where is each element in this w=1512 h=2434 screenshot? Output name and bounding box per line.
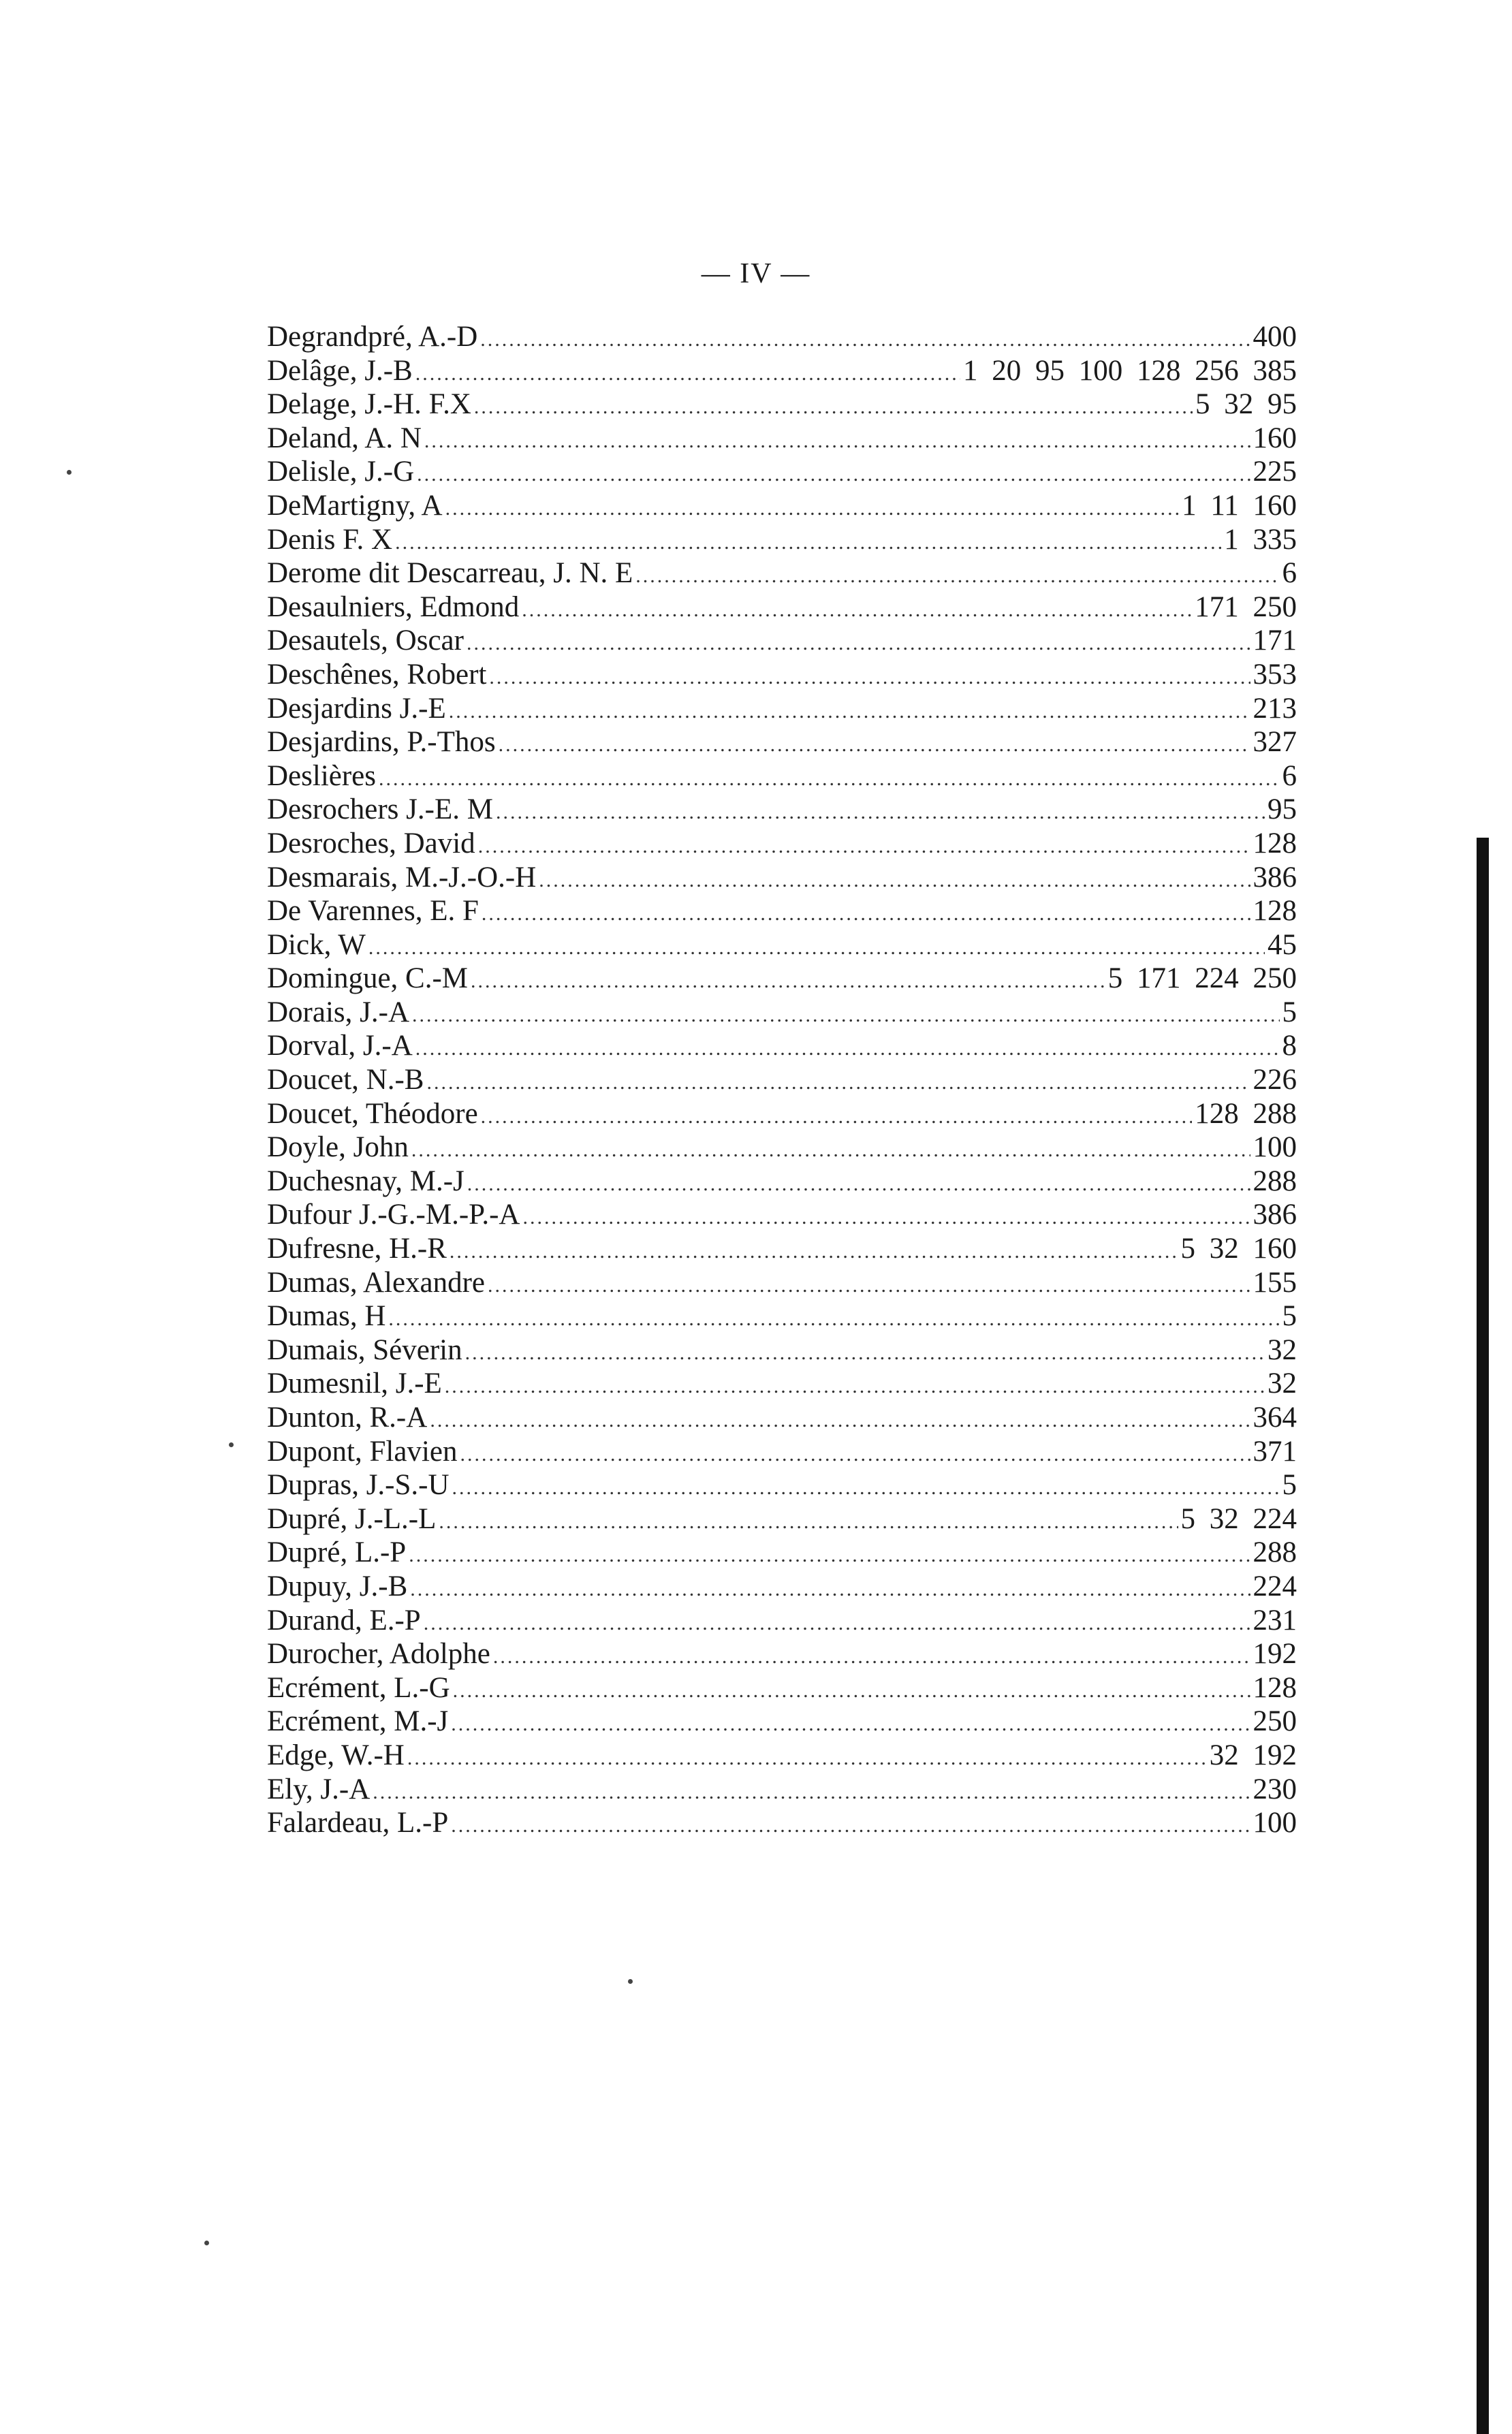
index-entry: [267, 1502, 1297, 1536]
entry-pages: 231: [1253, 1604, 1297, 1637]
entry-name: Degrandpré, A.-D: [267, 321, 478, 353]
index-entry: [267, 354, 1297, 388]
index-entry: [267, 1165, 1297, 1199]
scan-speck: [229, 1442, 234, 1447]
entry-pages: 5 32 160: [1180, 1233, 1297, 1265]
dot-leader: [417, 458, 1250, 492]
index-entry: [267, 489, 1297, 523]
dot-leader: [489, 661, 1250, 695]
dot-leader: [415, 357, 960, 391]
dot-leader: [415, 1032, 1280, 1066]
entry-pages: 288: [1253, 1165, 1297, 1197]
entry-pages: 224: [1253, 1570, 1297, 1602]
dot-leader: [452, 1471, 1280, 1505]
entry-pages: 400: [1253, 321, 1297, 353]
entry-pages: 171: [1253, 625, 1297, 657]
dot-leader: [474, 390, 1193, 424]
entry-pages: 5 32 95: [1195, 388, 1297, 421]
dot-leader: [471, 964, 1105, 998]
dot-leader: [453, 1674, 1250, 1708]
index-entry: [267, 1198, 1297, 1232]
entry-pages: 230: [1253, 1773, 1297, 1805]
dot-leader: [412, 998, 1280, 1032]
index-entry: [267, 1063, 1297, 1097]
entry-pages: 371: [1253, 1435, 1297, 1468]
entry-name: Dupré, J.-L.-L: [267, 1502, 437, 1535]
dot-leader: [488, 1269, 1250, 1303]
entry-pages: 6: [1282, 557, 1297, 590]
entry-name: Desjardins, P.-Thos: [267, 726, 496, 759]
entry-pages: 226: [1253, 1064, 1297, 1096]
index-entry: [267, 962, 1297, 996]
entry-name: Dufour J.-G.-M.-P.-A: [267, 1199, 520, 1231]
entry-name: De Varennes, E. F: [267, 895, 479, 928]
entry-name: Deslières: [267, 759, 376, 792]
entry-name: Desjardins J.-E: [267, 692, 446, 725]
dot-leader: [424, 1607, 1250, 1641]
dot-leader: [460, 1438, 1250, 1472]
dot-leader: [379, 762, 1280, 796]
entry-name: Dumas, H: [267, 1300, 386, 1333]
index-entry: [267, 1266, 1297, 1300]
entry-name: Denis F. X: [267, 523, 393, 556]
entry-pages: 213: [1253, 692, 1297, 725]
dot-leader: [439, 1505, 1178, 1539]
index-entry: [267, 759, 1297, 793]
entry-name: Dumas, Alexandre: [267, 1266, 486, 1299]
entry-name: Dumais, Séverin: [267, 1333, 462, 1366]
entry-pages: 5: [1282, 996, 1297, 1028]
index-entry: [267, 861, 1297, 895]
entry-pages: 225: [1253, 456, 1297, 488]
entry-pages: 128: [1253, 895, 1297, 928]
dot-leader: [478, 829, 1250, 864]
index-entry: [267, 1435, 1297, 1469]
entry-pages: 250: [1253, 1705, 1297, 1738]
entry-pages: 160: [1253, 422, 1297, 454]
index-entry: [267, 1773, 1297, 1807]
dot-leader: [635, 559, 1279, 593]
index-entry: [267, 1232, 1297, 1266]
entry-name: Falardeau, L.-P: [267, 1807, 449, 1839]
dot-leader: [445, 1370, 1265, 1404]
entry-pages: 128: [1253, 827, 1297, 859]
dot-leader: [480, 323, 1250, 357]
entry-pages: 1 335: [1224, 523, 1297, 556]
entry-pages: 100: [1253, 1131, 1297, 1164]
entry-pages: 364: [1253, 1402, 1297, 1434]
entry-pages: 386: [1253, 1199, 1297, 1231]
entry-pages: 128 288: [1195, 1097, 1297, 1130]
index-entry: [267, 1097, 1297, 1131]
entry-name: Ecrément, M.-J: [267, 1705, 449, 1738]
index-entry: [267, 590, 1297, 625]
index-entry: [267, 1705, 1297, 1739]
entry-name: Desmarais, M.-J.-O.-H: [267, 861, 537, 894]
index-entry: [267, 320, 1297, 354]
entry-pages: 386: [1253, 861, 1297, 894]
page-header: — IV —: [701, 258, 811, 289]
scan-edge-bar: [1477, 838, 1489, 2434]
dot-leader: [482, 897, 1250, 931]
index-entry: [267, 455, 1297, 489]
scan-speck: [628, 1979, 633, 1984]
entry-pages: 128: [1253, 1671, 1297, 1704]
dot-leader: [451, 1707, 1250, 1741]
dot-leader: [449, 695, 1250, 729]
index-entry: [267, 1604, 1297, 1638]
entry-name: Deland, A. N: [267, 422, 422, 454]
index-entry: [267, 422, 1297, 456]
entry-pages: 45: [1267, 928, 1297, 961]
entry-name: Dunton, R.-A: [267, 1402, 428, 1434]
index-entry: [267, 1739, 1297, 1773]
index-entry: [267, 1333, 1297, 1368]
index-entry: [267, 556, 1297, 590]
dot-leader: [539, 864, 1250, 898]
index-entry: [267, 894, 1297, 928]
entry-name: Desautels, Oscar: [267, 625, 464, 657]
index-entry: [267, 1299, 1297, 1333]
entry-name: Dick, W: [267, 928, 366, 961]
dot-leader: [481, 1100, 1193, 1134]
entry-pages: 32: [1267, 1368, 1297, 1400]
index-entry: [267, 725, 1297, 759]
index-entry: [267, 1029, 1297, 1063]
index-entry: [267, 1401, 1297, 1435]
entry-name: Durocher, Adolphe: [267, 1638, 490, 1671]
entry-pages: 5 171 224 250: [1107, 962, 1297, 995]
dot-leader: [426, 1066, 1250, 1100]
entry-name: Desrochers J.-E. M: [267, 793, 493, 826]
scan-speck: [204, 2241, 209, 2245]
entry-pages: 32 192: [1209, 1739, 1297, 1771]
entry-name: Deschênes, Robert: [267, 658, 487, 691]
index-entry: [267, 1367, 1297, 1401]
index-entry: [267, 928, 1297, 962]
index-entry: [267, 1637, 1297, 1671]
index-entry: [267, 658, 1297, 692]
entry-name: Dorais, J.-A: [267, 996, 409, 1028]
index-entry: [267, 996, 1297, 1030]
entry-pages: 155: [1253, 1266, 1297, 1299]
dot-leader: [368, 931, 1265, 965]
entry-name: Doucet, Théodore: [267, 1097, 478, 1130]
index-entry: [267, 692, 1297, 726]
dot-leader: [373, 1775, 1250, 1809]
entry-name: Ely, J.-A: [267, 1773, 371, 1805]
dot-leader: [451, 1809, 1250, 1843]
entry-name: Doucet, N.-B: [267, 1064, 424, 1096]
entry-pages: 100: [1253, 1807, 1297, 1839]
index-entry: [267, 1806, 1297, 1840]
entry-name: Dorval, J.-A: [267, 1030, 413, 1062]
dot-leader: [493, 1640, 1250, 1674]
index-list: [267, 320, 1297, 1840]
entry-name: Ecrément, L.-G: [267, 1671, 450, 1704]
dot-leader: [522, 593, 1192, 627]
entry-name: Dupont, Flavien: [267, 1435, 458, 1468]
entry-pages: 8: [1282, 1030, 1297, 1062]
entry-name: Dupras, J.-S.-U: [267, 1469, 450, 1502]
entry-pages: 5: [1282, 1469, 1297, 1502]
index-entry: [267, 827, 1297, 861]
entry-pages: 32: [1267, 1333, 1297, 1366]
entry-pages: 1 11 160: [1182, 489, 1297, 522]
dot-leader: [411, 1133, 1250, 1167]
entry-name: Delâge, J.-B: [267, 354, 413, 387]
entry-name: Dupré, L.-P: [267, 1536, 407, 1569]
index-entry: [267, 1468, 1297, 1502]
entry-name: DeMartigny, A: [267, 489, 443, 522]
entry-pages: 5: [1282, 1300, 1297, 1333]
dot-leader: [499, 728, 1250, 762]
dot-leader: [424, 424, 1250, 458]
dot-leader: [388, 1302, 1279, 1336]
index-entry: [267, 1131, 1297, 1165]
index-entry: [267, 624, 1297, 658]
dot-leader: [467, 627, 1250, 661]
index-entry: [267, 1570, 1297, 1604]
dot-leader: [450, 1235, 1178, 1269]
entry-pages: 5 32 224: [1180, 1502, 1297, 1535]
index-entry: [267, 1536, 1297, 1570]
entry-name: Domingue, C.-M: [267, 962, 469, 995]
index-entry: [267, 793, 1297, 827]
dot-leader: [522, 1201, 1250, 1235]
index-entry: [267, 523, 1297, 557]
entry-name: Doyle, John: [267, 1131, 409, 1164]
entry-name: Desroches, David: [267, 827, 475, 859]
entry-name: Desaulniers, Edmond: [267, 590, 520, 623]
entry-pages: 192: [1253, 1638, 1297, 1671]
dot-leader: [445, 492, 1180, 526]
entry-name: Dufresne, H.-R: [267, 1233, 447, 1265]
entry-name: Delage, J.-H. F.X: [267, 388, 471, 421]
entry-pages: 327: [1253, 726, 1297, 759]
dot-leader: [465, 1336, 1265, 1370]
entry-pages: 95: [1267, 793, 1297, 826]
dot-leader: [395, 526, 1221, 560]
dot-leader: [407, 1741, 1207, 1775]
entry-name: Delisle, J.-G: [267, 456, 415, 488]
scan-speck: [67, 470, 72, 475]
entry-pages: 171 250: [1195, 590, 1297, 623]
entry-pages: 288: [1253, 1536, 1297, 1569]
dot-leader: [410, 1572, 1250, 1607]
entry-name: Edge, W.-H: [267, 1739, 405, 1771]
entry-name: Durand, E.-P: [267, 1604, 421, 1637]
index-entry: [267, 1671, 1297, 1705]
entry-pages: 1 20 95 100 128 256 385: [963, 354, 1297, 387]
dot-leader: [430, 1404, 1250, 1438]
entry-name: Derome dit Descarreau, J. N. E: [267, 557, 633, 590]
entry-name: Dumesnil, J.-E: [267, 1368, 442, 1400]
entry-pages: 353: [1253, 658, 1297, 691]
index-entry: [267, 388, 1297, 422]
dot-leader: [409, 1538, 1250, 1572]
dot-leader: [496, 795, 1265, 829]
entry-name: Duchesnay, M.-J: [267, 1165, 464, 1197]
entry-name: Dupuy, J.-B: [267, 1570, 408, 1602]
dot-leader: [467, 1167, 1250, 1201]
entry-pages: 6: [1282, 759, 1297, 792]
